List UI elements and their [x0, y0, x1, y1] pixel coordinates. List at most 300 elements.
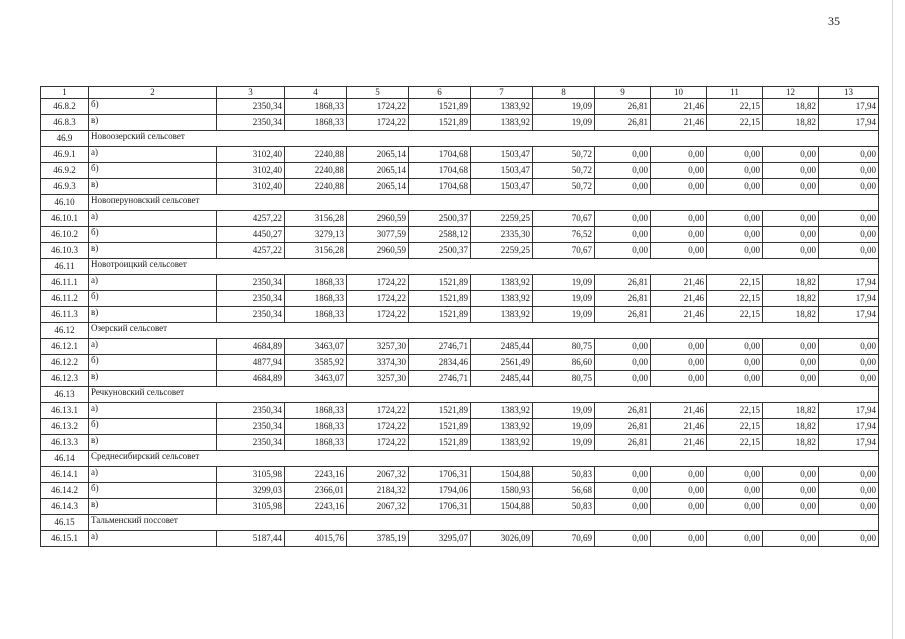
- value-cell: 0,00: [763, 467, 819, 483]
- row-id-cell: 46.13.1: [41, 403, 89, 419]
- value-cell: 17,94: [819, 291, 879, 307]
- table-row: [41, 163, 879, 179]
- value-cell: 2350,34: [217, 435, 285, 451]
- row-label-cell: б): [89, 163, 217, 179]
- value-cell: 1794,06: [409, 483, 471, 499]
- row-label-cell: в): [89, 115, 217, 131]
- value-cell: 0,00: [763, 339, 819, 355]
- table-row: [41, 531, 879, 547]
- row-label-cell: в): [89, 371, 217, 387]
- value-cell: 1580,93: [471, 483, 533, 499]
- value-cell: 1521,89: [409, 115, 471, 131]
- value-cell: 1868,33: [285, 99, 347, 115]
- value-cell: 26,81: [595, 291, 651, 307]
- value-cell: 2350,34: [217, 275, 285, 291]
- table-row: [41, 227, 879, 243]
- value-cell: 2240,88: [285, 179, 347, 195]
- value-cell: 80,75: [533, 339, 595, 355]
- value-cell: 0,00: [651, 499, 707, 515]
- value-cell: 56,68: [533, 483, 595, 499]
- row-id-cell: 46.13.3: [41, 435, 89, 451]
- value-cell: 3026,09: [471, 531, 533, 547]
- value-cell: 2960,59: [347, 211, 409, 227]
- value-cell: 1868,33: [285, 403, 347, 419]
- value-cell: 1503,47: [471, 179, 533, 195]
- row-label-cell: а): [89, 211, 217, 227]
- value-cell: 0,00: [819, 355, 879, 371]
- value-cell: 0,00: [651, 163, 707, 179]
- value-cell: 0,00: [651, 531, 707, 547]
- column-number-cell: 3: [217, 87, 285, 99]
- value-cell: 0,00: [707, 467, 763, 483]
- table-row: [41, 99, 879, 115]
- value-cell: 0,00: [763, 499, 819, 515]
- value-cell: 0,00: [763, 483, 819, 499]
- value-cell: 0,00: [819, 467, 879, 483]
- value-cell: 2588,12: [409, 227, 471, 243]
- value-cell: 4257,22: [217, 243, 285, 259]
- row-label-cell: а): [89, 531, 217, 547]
- value-cell: 19,09: [533, 307, 595, 323]
- value-cell: 1868,33: [285, 275, 347, 291]
- value-cell: 3295,07: [409, 531, 471, 547]
- value-cell: 17,94: [819, 419, 879, 435]
- value-cell: 22,15: [707, 403, 763, 419]
- value-cell: 0,00: [651, 483, 707, 499]
- section-row: [41, 451, 879, 467]
- row-id-cell: 46.11.1: [41, 275, 89, 291]
- value-cell: 0,00: [819, 211, 879, 227]
- row-label-cell: б): [89, 99, 217, 115]
- value-cell: 3102,40: [217, 179, 285, 195]
- value-cell: 2350,34: [217, 99, 285, 115]
- value-cell: 1868,33: [285, 435, 347, 451]
- value-cell: 1868,33: [285, 291, 347, 307]
- value-cell: 50,72: [533, 147, 595, 163]
- value-cell: 0,00: [595, 483, 651, 499]
- value-cell: 26,81: [595, 307, 651, 323]
- table-row: [41, 115, 879, 131]
- value-cell: 0,00: [707, 227, 763, 243]
- table-row: [41, 275, 879, 291]
- value-cell: 0,00: [707, 483, 763, 499]
- value-cell: 1868,33: [285, 307, 347, 323]
- value-cell: 1383,92: [471, 419, 533, 435]
- value-cell: 19,09: [533, 291, 595, 307]
- value-cell: 18,82: [763, 419, 819, 435]
- section-id-cell: 46.14: [41, 451, 89, 467]
- table-row: [41, 179, 879, 195]
- table-row: [41, 355, 879, 371]
- value-cell: 1383,92: [471, 275, 533, 291]
- table-row: [41, 371, 879, 387]
- value-cell: 19,09: [533, 115, 595, 131]
- table-row: [41, 435, 879, 451]
- value-cell: 22,15: [707, 275, 763, 291]
- value-cell: 2240,88: [285, 147, 347, 163]
- value-cell: 3585,92: [285, 355, 347, 371]
- table-row: [41, 483, 879, 499]
- value-cell: 17,94: [819, 275, 879, 291]
- value-cell: 1868,33: [285, 115, 347, 131]
- value-cell: 3102,40: [217, 163, 285, 179]
- column-number-cell: 11: [707, 87, 763, 99]
- value-cell: 1724,22: [347, 99, 409, 115]
- value-cell: 22,15: [707, 291, 763, 307]
- value-cell: 0,00: [595, 227, 651, 243]
- value-cell: 0,00: [819, 147, 879, 163]
- value-cell: 3279,13: [285, 227, 347, 243]
- section-name-cell: Тальменский поссовет: [89, 515, 879, 531]
- row-label-cell: а): [89, 275, 217, 291]
- value-cell: 3105,98: [217, 467, 285, 483]
- value-cell: 2243,16: [285, 467, 347, 483]
- value-cell: 3156,28: [285, 243, 347, 259]
- value-cell: 0,00: [763, 355, 819, 371]
- value-cell: 0,00: [595, 371, 651, 387]
- value-cell: 19,09: [533, 403, 595, 419]
- column-number-row: [41, 87, 879, 99]
- value-cell: 3299,03: [217, 483, 285, 499]
- section-id-cell: 46.11: [41, 259, 89, 275]
- value-cell: 0,00: [819, 483, 879, 499]
- value-cell: 1521,89: [409, 435, 471, 451]
- value-cell: 1504,88: [471, 499, 533, 515]
- value-cell: 1704,68: [409, 163, 471, 179]
- column-number-cell: 1: [41, 87, 89, 99]
- table-row: [41, 243, 879, 259]
- table-row: [41, 147, 879, 163]
- section-name-cell: Новоозерский сельсовет: [89, 131, 879, 147]
- value-cell: 86,60: [533, 355, 595, 371]
- value-cell: 2067,32: [347, 499, 409, 515]
- value-cell: 18,82: [763, 275, 819, 291]
- table-row: [41, 403, 879, 419]
- value-cell: 2065,14: [347, 163, 409, 179]
- value-cell: 4450,27: [217, 227, 285, 243]
- value-cell: 1724,22: [347, 307, 409, 323]
- value-cell: 18,82: [763, 115, 819, 131]
- value-cell: 21,46: [651, 403, 707, 419]
- value-cell: 1383,92: [471, 307, 533, 323]
- value-cell: 0,00: [595, 355, 651, 371]
- value-cell: 2500,37: [409, 243, 471, 259]
- value-cell: 18,82: [763, 99, 819, 115]
- value-cell: 70,69: [533, 531, 595, 547]
- value-cell: 17,94: [819, 307, 879, 323]
- row-id-cell: 46.12.2: [41, 355, 89, 371]
- value-cell: 0,00: [595, 163, 651, 179]
- row-id-cell: 46.9.2: [41, 163, 89, 179]
- value-cell: 2746,71: [409, 339, 471, 355]
- section-name-cell: Среднесибирский сельсовет: [89, 451, 879, 467]
- value-cell: 1868,33: [285, 419, 347, 435]
- tariff-table: [40, 86, 879, 547]
- value-cell: 0,00: [819, 163, 879, 179]
- value-cell: 21,46: [651, 419, 707, 435]
- section-name-cell: Новотроицкий сельсовет: [89, 259, 879, 275]
- value-cell: 18,82: [763, 403, 819, 419]
- value-cell: 1724,22: [347, 291, 409, 307]
- row-label-cell: в): [89, 435, 217, 451]
- value-cell: 2350,34: [217, 115, 285, 131]
- row-label-cell: в): [89, 307, 217, 323]
- value-cell: 26,81: [595, 435, 651, 451]
- section-row: [41, 323, 879, 339]
- value-cell: 0,00: [763, 163, 819, 179]
- value-cell: 0,00: [707, 163, 763, 179]
- value-cell: 0,00: [651, 243, 707, 259]
- table-row: [41, 339, 879, 355]
- value-cell: 2259,25: [471, 243, 533, 259]
- value-cell: 2960,59: [347, 243, 409, 259]
- value-cell: 0,00: [651, 147, 707, 163]
- table-body: [41, 87, 879, 547]
- value-cell: 19,09: [533, 419, 595, 435]
- value-cell: 0,00: [819, 371, 879, 387]
- value-cell: 50,83: [533, 499, 595, 515]
- column-number-cell: 2: [89, 87, 217, 99]
- value-cell: 0,00: [595, 147, 651, 163]
- section-id-cell: 46.10: [41, 195, 89, 211]
- value-cell: 2500,37: [409, 211, 471, 227]
- row-label-cell: а): [89, 403, 217, 419]
- section-row: [41, 195, 879, 211]
- value-cell: 0,00: [651, 179, 707, 195]
- value-cell: 0,00: [763, 243, 819, 259]
- value-cell: 0,00: [819, 227, 879, 243]
- section-id-cell: 46.12: [41, 323, 89, 339]
- value-cell: 3785,19: [347, 531, 409, 547]
- value-cell: 0,00: [595, 243, 651, 259]
- row-label-cell: б): [89, 483, 217, 499]
- row-label-cell: б): [89, 355, 217, 371]
- value-cell: 4684,89: [217, 371, 285, 387]
- row-id-cell: 46.9.1: [41, 147, 89, 163]
- value-cell: 70,67: [533, 211, 595, 227]
- column-number-cell: 4: [285, 87, 347, 99]
- value-cell: 26,81: [595, 115, 651, 131]
- value-cell: 4877,94: [217, 355, 285, 371]
- value-cell: 0,00: [763, 531, 819, 547]
- value-cell: 21,46: [651, 291, 707, 307]
- value-cell: 1383,92: [471, 435, 533, 451]
- row-id-cell: 46.11.2: [41, 291, 89, 307]
- value-cell: 2335,30: [471, 227, 533, 243]
- value-cell: 1521,89: [409, 275, 471, 291]
- value-cell: 1503,47: [471, 147, 533, 163]
- value-cell: 26,81: [595, 419, 651, 435]
- column-number-cell: 7: [471, 87, 533, 99]
- value-cell: 0,00: [707, 147, 763, 163]
- value-cell: 0,00: [819, 339, 879, 355]
- value-cell: 80,75: [533, 371, 595, 387]
- column-number-cell: 5: [347, 87, 409, 99]
- value-cell: 2243,16: [285, 499, 347, 515]
- value-cell: 0,00: [707, 531, 763, 547]
- row-label-cell: а): [89, 147, 217, 163]
- value-cell: 22,15: [707, 115, 763, 131]
- row-label-cell: в): [89, 179, 217, 195]
- value-cell: 1704,68: [409, 147, 471, 163]
- row-id-cell: 46.12.1: [41, 339, 89, 355]
- value-cell: 2485,44: [471, 371, 533, 387]
- value-cell: 0,00: [707, 355, 763, 371]
- value-cell: 0,00: [763, 211, 819, 227]
- section-id-cell: 46.15: [41, 515, 89, 531]
- value-cell: 2065,14: [347, 179, 409, 195]
- value-cell: 1383,92: [471, 291, 533, 307]
- value-cell: 4257,22: [217, 211, 285, 227]
- value-cell: 2350,34: [217, 291, 285, 307]
- value-cell: 0,00: [763, 227, 819, 243]
- value-cell: 0,00: [819, 243, 879, 259]
- value-cell: 70,67: [533, 243, 595, 259]
- table-row: [41, 419, 879, 435]
- row-id-cell: 46.9.3: [41, 179, 89, 195]
- row-label-cell: б): [89, 227, 217, 243]
- value-cell: 17,94: [819, 99, 879, 115]
- section-row: [41, 259, 879, 275]
- value-cell: 0,00: [651, 227, 707, 243]
- row-label-cell: в): [89, 499, 217, 515]
- value-cell: 21,46: [651, 435, 707, 451]
- column-number-cell: 12: [763, 87, 819, 99]
- row-label-cell: б): [89, 419, 217, 435]
- section-id-cell: 46.13: [41, 387, 89, 403]
- value-cell: 2184,32: [347, 483, 409, 499]
- column-number-cell: 13: [819, 87, 879, 99]
- value-cell: 21,46: [651, 275, 707, 291]
- value-cell: 2834,46: [409, 355, 471, 371]
- value-cell: 50,83: [533, 467, 595, 483]
- section-row: [41, 131, 879, 147]
- section-name-cell: Речкуновский сельсовет: [89, 387, 879, 403]
- value-cell: 1704,68: [409, 179, 471, 195]
- value-cell: 3156,28: [285, 211, 347, 227]
- value-cell: 21,46: [651, 115, 707, 131]
- page-edge-divider: [892, 0, 893, 639]
- value-cell: 18,82: [763, 307, 819, 323]
- value-cell: 1724,22: [347, 115, 409, 131]
- column-number-cell: 6: [409, 87, 471, 99]
- value-cell: 21,46: [651, 99, 707, 115]
- column-number-cell: 8: [533, 87, 595, 99]
- value-cell: 1383,92: [471, 403, 533, 419]
- value-cell: 2350,34: [217, 403, 285, 419]
- value-cell: 1521,89: [409, 99, 471, 115]
- value-cell: 1504,88: [471, 467, 533, 483]
- section-id-cell: 46.9: [41, 131, 89, 147]
- table-row: [41, 467, 879, 483]
- value-cell: 0,00: [763, 147, 819, 163]
- section-name-cell: Озерский сельсовет: [89, 323, 879, 339]
- value-cell: 0,00: [819, 499, 879, 515]
- value-cell: 1521,89: [409, 307, 471, 323]
- value-cell: 3463,07: [285, 371, 347, 387]
- page-number: 35: [828, 14, 840, 28]
- value-cell: 1724,22: [347, 435, 409, 451]
- value-cell: 2067,32: [347, 467, 409, 483]
- row-label-cell: а): [89, 467, 217, 483]
- value-cell: 17,94: [819, 435, 879, 451]
- value-cell: 1706,31: [409, 467, 471, 483]
- value-cell: 1383,92: [471, 115, 533, 131]
- value-cell: 0,00: [707, 339, 763, 355]
- value-cell: 1724,22: [347, 419, 409, 435]
- row-id-cell: 46.14.3: [41, 499, 89, 515]
- value-cell: 18,82: [763, 291, 819, 307]
- value-cell: 1521,89: [409, 419, 471, 435]
- value-cell: 18,82: [763, 435, 819, 451]
- value-cell: 2366,01: [285, 483, 347, 499]
- value-cell: 17,94: [819, 403, 879, 419]
- value-cell: 0,00: [763, 371, 819, 387]
- value-cell: 0,00: [595, 467, 651, 483]
- value-cell: 2350,34: [217, 419, 285, 435]
- row-id-cell: 46.12.3: [41, 371, 89, 387]
- value-cell: 26,81: [595, 99, 651, 115]
- value-cell: 0,00: [763, 179, 819, 195]
- row-id-cell: 46.8.2: [41, 99, 89, 115]
- value-cell: 1383,92: [471, 99, 533, 115]
- value-cell: 19,09: [533, 435, 595, 451]
- value-cell: 0,00: [819, 531, 879, 547]
- value-cell: 22,15: [707, 419, 763, 435]
- section-row: [41, 515, 879, 531]
- value-cell: 0,00: [819, 179, 879, 195]
- row-label-cell: а): [89, 339, 217, 355]
- value-cell: 3102,40: [217, 147, 285, 163]
- row-label-cell: б): [89, 291, 217, 307]
- value-cell: 0,00: [595, 499, 651, 515]
- value-cell: 2350,34: [217, 307, 285, 323]
- value-cell: 22,15: [707, 435, 763, 451]
- value-cell: 2240,88: [285, 163, 347, 179]
- row-id-cell: 46.8.3: [41, 115, 89, 131]
- table-row: [41, 211, 879, 227]
- value-cell: 1521,89: [409, 291, 471, 307]
- value-cell: 0,00: [651, 339, 707, 355]
- value-cell: 0,00: [707, 211, 763, 227]
- value-cell: 5187,44: [217, 531, 285, 547]
- value-cell: 3077,59: [347, 227, 409, 243]
- value-cell: 26,81: [595, 275, 651, 291]
- value-cell: 26,81: [595, 403, 651, 419]
- value-cell: 0,00: [707, 371, 763, 387]
- value-cell: 2065,14: [347, 147, 409, 163]
- value-cell: 3463,07: [285, 339, 347, 355]
- section-name-cell: Новоперуновский сельсовет: [89, 195, 879, 211]
- row-id-cell: 46.14.2: [41, 483, 89, 499]
- value-cell: 21,46: [651, 307, 707, 323]
- value-cell: 0,00: [595, 179, 651, 195]
- value-cell: 3257,30: [347, 371, 409, 387]
- value-cell: 0,00: [595, 211, 651, 227]
- value-cell: 22,15: [707, 99, 763, 115]
- value-cell: 2561,49: [471, 355, 533, 371]
- value-cell: 22,15: [707, 307, 763, 323]
- value-cell: 4015,76: [285, 531, 347, 547]
- value-cell: 2259,25: [471, 211, 533, 227]
- value-cell: 0,00: [595, 531, 651, 547]
- value-cell: 50,72: [533, 163, 595, 179]
- value-cell: 50,72: [533, 179, 595, 195]
- row-id-cell: 46.10.1: [41, 211, 89, 227]
- column-number-cell: 10: [651, 87, 707, 99]
- value-cell: 0,00: [651, 371, 707, 387]
- table-row: [41, 307, 879, 323]
